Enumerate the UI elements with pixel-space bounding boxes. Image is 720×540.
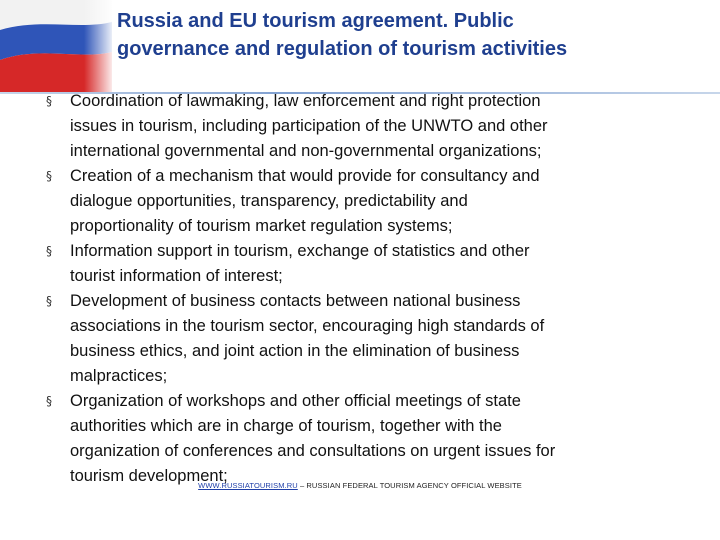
- bullet-text-line: Development of business contacts between national business: [70, 292, 521, 310]
- bullet-marker-icon: §: [46, 169, 52, 183]
- bullet-text-line: Organization of workshops and other official meetings of state: [70, 392, 521, 410]
- bullet-text-line: proportionality of tourism market regulation systems;: [70, 217, 453, 235]
- bullet-item: [46, 89, 676, 164]
- bullet-text-line: international governmental and non-governmental organizations;: [70, 142, 542, 160]
- bullet-text-line: malpractices;: [70, 367, 168, 385]
- russian-flag-icon: [0, 0, 112, 92]
- title-line: Russia and EU tourism agreement. Public: [117, 10, 514, 32]
- bullet-text-line: authorities which are in charge of tourism, together with the: [70, 417, 502, 435]
- bullet-text-line: Coordination of lawmaking, law enforcement and right protection: [70, 92, 541, 110]
- bullet-marker-icon: §: [46, 94, 52, 108]
- bullet-text-line: tourist information of interest;: [70, 267, 283, 285]
- bullet-item: [46, 289, 676, 389]
- bullet-item: [46, 239, 676, 289]
- website-link[interactable]: WWW.RUSSIATOURISM.RU: [198, 481, 298, 490]
- title-line: governance and regulation of tourism activities: [117, 38, 568, 60]
- bullet-text-line: associations in the tourism sector, encouraging high standards of: [70, 317, 545, 335]
- bullet-marker-icon: §: [46, 394, 52, 408]
- bullet-text-line: tourism development;: [70, 467, 228, 485]
- bullet-item: [46, 389, 676, 489]
- bullet-item: [46, 164, 676, 239]
- bullet-text-line: dialogue opportunities, transparency, predictability and: [70, 192, 468, 210]
- footer-text: – RUSSIAN FEDERAL TOURISM AGENCY OFFICIAL WEBSITE: [297, 481, 522, 490]
- bullet-list: [46, 89, 676, 489]
- bullet-text-line: Information support in tourism, exchange of statistics and other: [70, 242, 530, 260]
- footer: [0, 481, 720, 490]
- bullet-marker-icon: §: [46, 294, 52, 308]
- bullet-text-line: organization of conferences and consultations on urgent issues for: [70, 442, 556, 460]
- page-title: [117, 7, 707, 63]
- bullet-text-line: Creation of a mechanism that would provide for consultancy and: [70, 167, 540, 185]
- bullet-text-line: issues in tourism, including participation of the UNWTO and other: [70, 117, 548, 135]
- bullet-text-line: business ethics, and joint action in the elimination of business: [70, 342, 520, 360]
- bullet-marker-icon: §: [46, 244, 52, 258]
